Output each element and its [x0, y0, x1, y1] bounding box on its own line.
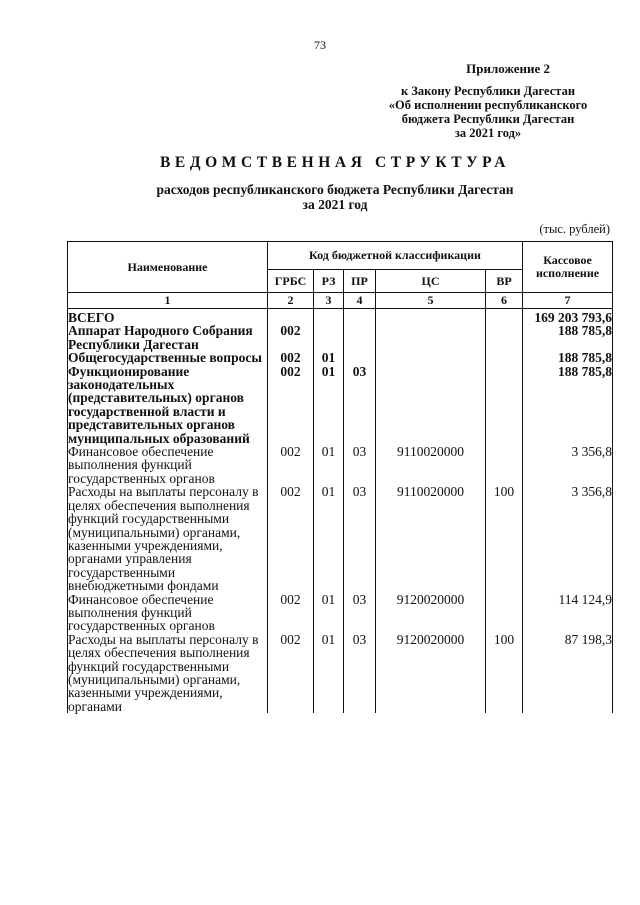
row-grbs: 002: [268, 485, 314, 592]
row-grbs: 002: [268, 351, 314, 364]
table-row: [68, 365, 613, 445]
row-cs: 9110020000: [376, 445, 486, 485]
table-row: [68, 593, 613, 633]
table-row: [68, 485, 613, 592]
header-cs: ЦС: [376, 270, 486, 293]
row-rz: 01: [314, 365, 344, 445]
row-rz: 01: [314, 445, 344, 485]
row-amount: 188 785,8: [523, 351, 613, 364]
header-name: Наименование: [68, 242, 268, 293]
appendix-line: к Закону Республики Дагестан: [400, 84, 576, 98]
row-grbs: 002: [268, 593, 314, 633]
row-pr: 03: [344, 485, 376, 592]
row-cs: 9110020000: [376, 485, 486, 592]
row-pr: [344, 351, 376, 364]
row-rz: 01: [314, 485, 344, 592]
appendix-line: «Об исполнении республиканского: [388, 98, 588, 112]
row-vr: 100: [486, 485, 523, 592]
page-number: 73: [314, 38, 326, 52]
subtitle-line: расходов республиканского бюджета Республики Дагестан: [156, 182, 514, 197]
column-number: 5: [376, 293, 486, 309]
row-grbs: 002: [268, 445, 314, 485]
row-pr: [344, 309, 376, 325]
row-pr: 03: [344, 633, 376, 713]
row-vr: [486, 365, 523, 445]
row-grbs: 002: [268, 324, 314, 351]
row-rz: [314, 309, 344, 325]
row-name: Расходы на выплаты персоналу в целях обеспечения выполнения функций государственными (муниципальными) органами, казенными учреждениями, органами: [68, 633, 268, 713]
appendix-block: [370, 62, 606, 140]
row-rz: [314, 324, 344, 351]
row-cs: [376, 309, 486, 325]
row-pr: [344, 324, 376, 351]
row-rz: 01: [314, 351, 344, 364]
appendix-line: бюджета Республики Дагестан: [401, 112, 575, 126]
row-cs: [376, 365, 486, 445]
row-amount: 3 356,8: [523, 445, 613, 485]
row-vr: [486, 445, 523, 485]
table-row: [68, 309, 613, 325]
row-amount: 188 785,8: [523, 324, 613, 351]
row-name: Финансовое обеспечение выполнения функций государственных органов: [68, 445, 268, 485]
row-grbs: 002: [268, 365, 314, 445]
row-vr: [486, 324, 523, 351]
row-amount: 3 356,8: [523, 485, 613, 592]
table-row: [68, 324, 613, 351]
units-label: (тыс. рублей): [539, 222, 610, 236]
budget-table: [67, 241, 613, 713]
row-cs: 9120020000: [376, 593, 486, 633]
row-grbs: [268, 309, 314, 325]
table-row: [68, 445, 613, 485]
row-vr: [486, 593, 523, 633]
table-row: [68, 633, 613, 713]
row-name: ВСЕГО: [68, 309, 268, 325]
row-amount: 188 785,8: [523, 365, 613, 445]
column-number: 4: [344, 293, 376, 309]
appendix-title: Приложение 2: [466, 61, 550, 76]
row-vr: [486, 309, 523, 325]
header-rz: РЗ: [314, 270, 344, 293]
row-name: Финансовое обеспечение выполнения функций государственных органов: [68, 593, 268, 633]
header-grbs: ГРБС: [268, 270, 314, 293]
header-pr: ПР: [344, 270, 376, 293]
row-name: Расходы на выплаты персоналу в целях обеспечения выполнения функций государственными (муниципальными) органами, казенными учреждениями, органами управления государственными внебюджетными фондами: [68, 485, 268, 592]
column-number: 2: [268, 293, 314, 309]
row-pr: 03: [344, 365, 376, 445]
row-grbs: 002: [268, 633, 314, 713]
row-amount: 169 203 793,6: [523, 309, 613, 325]
row-rz: 01: [314, 593, 344, 633]
row-cs: [376, 351, 486, 364]
header-vr: ВР: [486, 270, 523, 293]
row-pr: 03: [344, 593, 376, 633]
row-vr: 100: [486, 633, 523, 713]
row-cs: [376, 324, 486, 351]
row-amount: 87 198,3: [523, 633, 613, 713]
row-cs: 9120020000: [376, 633, 486, 713]
row-rz: 01: [314, 633, 344, 713]
row-vr: [486, 351, 523, 364]
row-name: Функционирование законодательных (представительных) органов государственной власти и представительных органов муниципальных образований: [68, 365, 268, 445]
table-row: [68, 351, 613, 364]
row-name: Аппарат Народного Собрания Республики Дагестан: [68, 324, 268, 351]
document-title: ВЕДОМСТВЕННАЯ СТРУКТУРА: [159, 154, 511, 171]
row-name: Общегосударственные вопросы: [68, 351, 268, 364]
subtitle-line: за 2021 год: [302, 197, 368, 212]
row-pr: 03: [344, 445, 376, 485]
header-execution: Кассовое исполнение: [523, 242, 613, 293]
column-number: 1: [68, 293, 268, 309]
column-number: 3: [314, 293, 344, 309]
document-subtitle: [0, 182, 640, 212]
header-kbk: Код бюджетной классификации: [268, 242, 523, 270]
row-amount: 114 124,9: [523, 593, 613, 633]
appendix-line: за 2021 год»: [454, 126, 522, 140]
column-number: 6: [486, 293, 523, 309]
column-number: 7: [523, 293, 613, 309]
